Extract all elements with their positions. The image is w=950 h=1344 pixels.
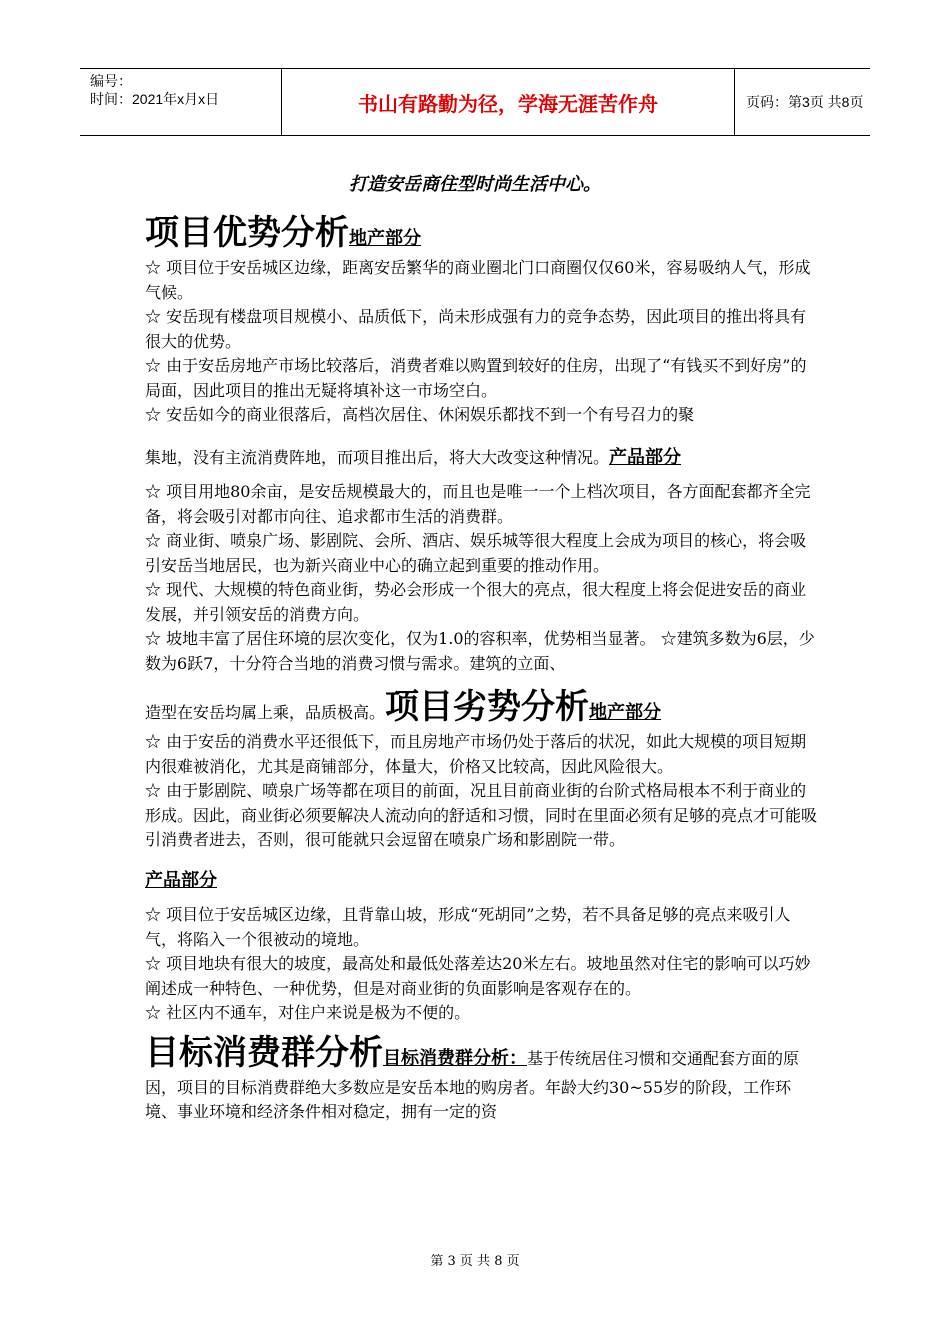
paragraph: ☆ 项目用地80余亩，是安岳规模最大的，而且也是唯一一个上档次项目，各方面配套都齐全完备，将会吸引对都市向往、追求都市生活的消费群。 [145, 482, 811, 526]
paragraph-text: 造型在安岳均属上乘，品质极高。 [145, 703, 386, 722]
target-title: 目标消费群分析 [145, 1032, 383, 1073]
advantage-subtitle: 地产部分 [349, 228, 421, 249]
product-subtitle: 产品部分 [609, 446, 682, 468]
paragraph-text: 集地，没有主流消费阵地，而项目推出后，将大大改变这种情况。 [145, 447, 610, 467]
document-number: 编号： [90, 73, 132, 89]
page-footer: 第 3 页 共 8 页 [430, 1254, 520, 1269]
paragraph: ☆ 由于安岳房地产市场比较落后，消费者难以购置到较好的住房，出现了“有钱买不到好房”的局面，因此项目的推出无疑将填补这一市场空白。 [145, 356, 807, 400]
header-page-number: 页码：第3页 共8页 [746, 94, 864, 110]
page-header [80, 68, 870, 136]
disadvantage-title: 项目劣势分析 [385, 687, 590, 727]
target-heading [145, 1030, 817, 1125]
paragraph: ☆ 项目地块有很大的坡度，最高处和最低处落差达20米左右。坡地虽然对住宅的影响可以巧妙阐述成一种特色、一种优势，但是对商业街的负面影响是客观存在的。 [145, 954, 811, 998]
paragraph: ☆ 现代、大规模的特色商业街，势必会形成一个很大的亮点，很大程度上将会促进安岳的商业发展，并引领安岳的消费方向。 [145, 580, 807, 624]
header-motto: 书山有路勤为径，学海无涯苦作舟 [282, 69, 735, 135]
paragraph: ☆ 由于影剧院、喷泉广场等都在项目的前面，况且目前商业街的台阶式格局根本不利于商业的形成。因此，商业街必须要解决人流动向的舒适和习惯，同时在里面必须有足够的亮点才可能吸引消费者进去，否则，很可能就只会逗留在喷泉广场和影剧院一带。 [145, 781, 818, 849]
paragraph-text: 基于传统居住习惯和交通配套方面的原因，项目的目标消费群绝大多数应是安岳本地的购房者。年龄大约30~55岁的阶段，工作环境、事业环境和经济条件相对稳定，拥有一定的资 [145, 1048, 800, 1121]
document-tagline: 打造安岳商住型时尚生活中心。 [349, 174, 601, 195]
paragraph: ☆ 安岳现有楼盘项目规模小、品质低下，尚未形成强有力的竞争态势，因此项目的推出将具有很大的优势。 [145, 307, 807, 351]
disadvantage-heading [145, 684, 817, 730]
paragraph: ☆ 坡地丰富了居住环境的层次变化，仅为1.0的容积率，优势相当显著。 ☆建筑多数为6层，少数为6跃7，十分符合当地的消费习惯与需求。建筑的立面、 [145, 629, 815, 673]
paragraph: ☆ 商业街、喷泉广场、影剧院、会所、酒店、娱乐城等很大程度上会成为项目的核心，将会吸引安岳当地居民，也为新兴商业中心的确立起到重要的推动作用。 [145, 531, 807, 575]
advantage-title: 项目优势分析 [145, 213, 349, 253]
paragraph [145, 446, 817, 471]
document-body [145, 210, 817, 1125]
paragraph: ☆ 由于安岳的消费水平还很低下，而且房地产市场仍处于落后的状况，如此大规模的项目短期内很难被消化，尤其是商铺部分，体量大，价格又比较高，因此风险很大。 [145, 732, 807, 776]
paragraph: ☆ 社区内不通车，对住户来说是极为不便的。 [145, 1003, 471, 1022]
header-info-cell [80, 69, 282, 135]
advantage-heading [145, 210, 817, 256]
disadvantage-subtitle: 地产部分 [589, 702, 662, 723]
product-section-heading: 产品部分 [145, 869, 217, 891]
document-date: 时间：2021年x月x日 [90, 91, 220, 107]
paragraph: ☆ 安岳如今的商业很落后，高档次居住、休闲娱乐都找不到一个有号召力的聚 [145, 405, 695, 424]
paragraph: ☆ 项目位于安岳城区边缘，距离安岳繁华的商业圈北门口商圈仅仅60米，容易吸纳人气，形成气候。 [145, 258, 811, 302]
paragraph: ☆ 项目位于安岳城区边缘，且背靠山坡，形成“死胡同”之势，若不具备足够的亮点来吸引人气，将陷入一个很被动的境地。 [145, 905, 791, 949]
target-subtitle: 目标消费群分析： [383, 1047, 527, 1069]
